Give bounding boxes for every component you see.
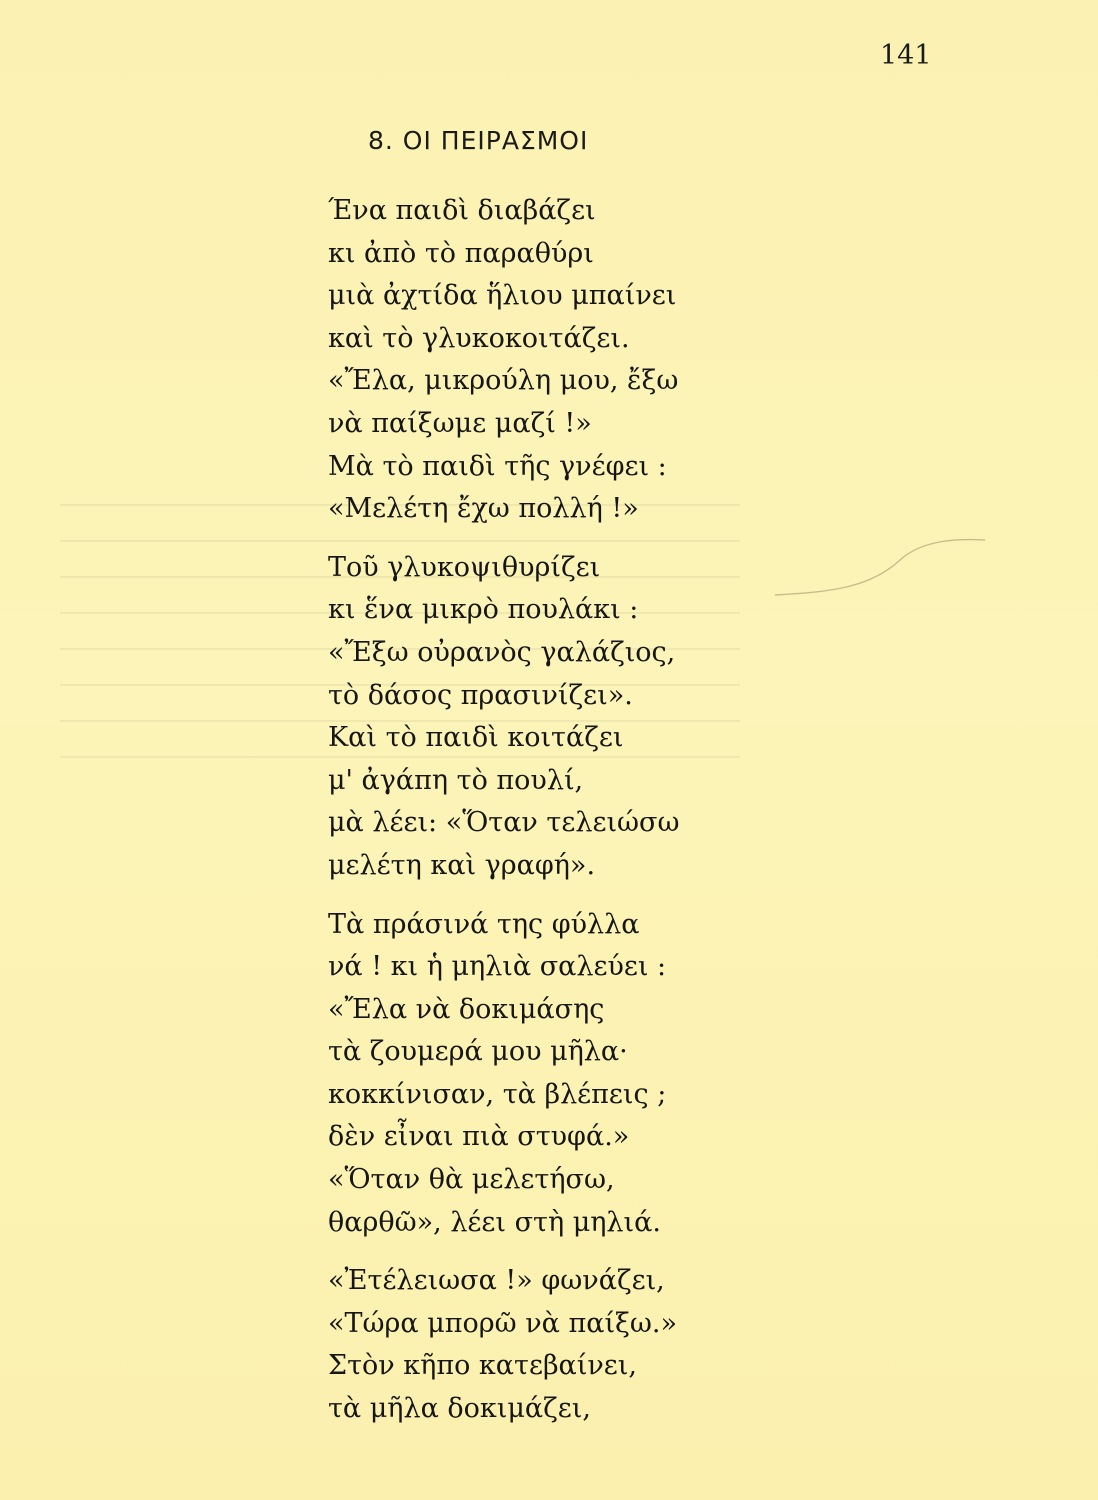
verse-line: Μὰ τὸ παιδὶ τῆς γνέφει :	[328, 450, 667, 482]
verse-line: κι ἀπὸ τὸ παραθύρι	[328, 237, 594, 269]
verse-line: δὲν εἶναι πιὰ στυφά.»	[328, 1121, 630, 1153]
verse-line: Ένα παιδὶ διαβάζει	[328, 195, 596, 226]
verse-line: νὰ παίξωμε μαζί !»	[328, 407, 592, 439]
verse-line: «Μελέτη ἔχω πολλή !»	[328, 493, 639, 525]
verse-line: «Ἐτέλειωσα !» φωνάζει,	[328, 1265, 665, 1297]
verse-line: μιὰ ἀχτίδα ἥλιου μπαίνει	[328, 280, 677, 312]
poem-title: 8. ΟΙ ΠΕΙΡΑΣΜΟΙ	[368, 126, 589, 155]
verse-line: Τοῦ γλυκοψιθυρίζει	[328, 551, 601, 583]
verse-line: κοκκίνισαν, τὰ βλέπεις ;	[328, 1078, 667, 1110]
verse-line: «Ὅταν θὰ μελετήσω,	[328, 1164, 615, 1196]
verse-line: τὰ μῆλα δοκιμάζει,	[328, 1393, 591, 1425]
verse-line: μ' ἀγάπη τὸ πουλί,	[328, 764, 584, 796]
stanza-4	[328, 1260, 1048, 1430]
verse-line: μελέτη καὶ γραφή».	[328, 849, 596, 881]
stanza-3	[328, 904, 1048, 1245]
verse-line: Καὶ τὸ παιδὶ κοιτάζει	[328, 722, 624, 754]
verse-line: τὰ ζουμερά μου μῆλα·	[328, 1036, 628, 1068]
verse-line: «Τώρα μπορῶ νὰ παίξω.»	[328, 1307, 678, 1339]
verse-line: κι ἕνα μικρὸ πουλάκι :	[328, 594, 639, 626]
verse-line: τὸ δάσος πρασινίζει».	[328, 679, 633, 711]
verse-line: «Ἔξω οὐρανὸς γαλάζιος,	[328, 636, 676, 668]
verse-line: θαρθῶ», λέει στὴ μηλιά.	[328, 1206, 661, 1238]
verse-line: καὶ τὸ γλυκοκοιτάζει.	[328, 322, 630, 354]
poem-body	[328, 190, 1048, 1431]
verse-line: «Ἔλα, μικρούλη μου, ἔξω	[328, 365, 679, 397]
verse-line: Στὸν κῆπο κατεβαίνει,	[328, 1350, 637, 1382]
verse-line: Τὰ πράσινά της φύλλα	[328, 908, 640, 940]
stanza-2	[328, 547, 1048, 888]
page-number: 141	[880, 40, 932, 71]
verse-line: «Ἔλα νὰ δοκιμάσης	[328, 993, 605, 1025]
stanza-1	[328, 190, 1048, 531]
verse-line: νά ! κι ἡ μηλιὰ σαλεύει :	[328, 951, 667, 983]
verse-line: μὰ λέει: «Ὅταν τελειώσω	[328, 807, 680, 839]
